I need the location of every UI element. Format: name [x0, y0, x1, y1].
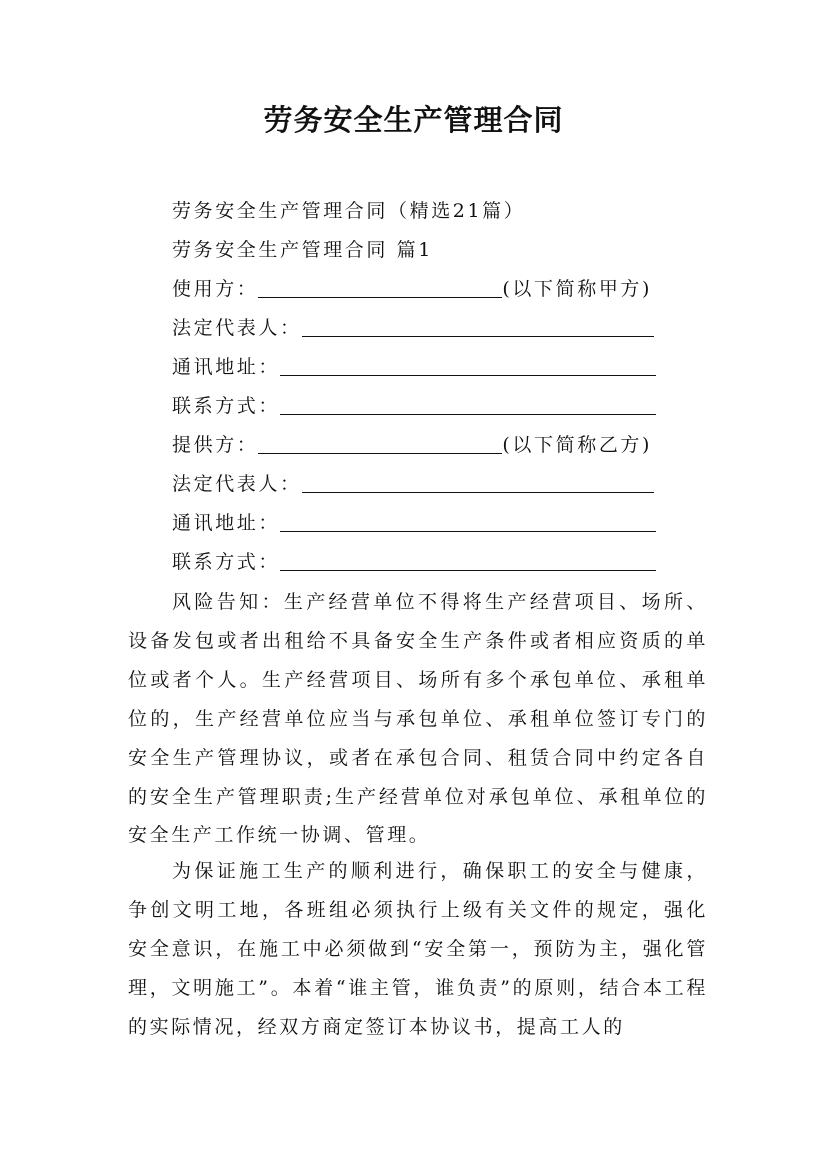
- party-b-contact-row: [172, 549, 656, 575]
- party-a-contact-label: 联系方式：: [172, 395, 281, 417]
- party-a-legal-rep-row: [172, 315, 654, 341]
- party-a-contact-blank: [280, 394, 656, 415]
- party-a-address-row: [172, 354, 656, 380]
- party-b-provider-row: [172, 432, 652, 458]
- party-b-address-label: 通讯地址：: [172, 512, 281, 534]
- party-a-legal-rep-label: 法定代表人：: [172, 317, 302, 339]
- party-b-provider-suffix: (以下简称乙方): [502, 434, 653, 456]
- party-b-provider-label: 提供方：: [172, 434, 259, 456]
- party-a-legal-rep-blank: [302, 316, 654, 337]
- party-a-contact-row: [172, 393, 656, 419]
- section-heading: 劳务安全生产管理合同 篇1: [172, 239, 433, 261]
- party-b-legal-rep-blank: [302, 472, 654, 493]
- party-a-user-suffix: (以下简称甲方): [502, 278, 653, 300]
- party-a-address-label: 通讯地址：: [172, 356, 281, 378]
- party-a-user-blank: [258, 277, 502, 298]
- party-b-address-row: [172, 510, 656, 536]
- party-a-user-label: 使用方：: [172, 278, 259, 300]
- party-a-address-blank: [280, 355, 656, 376]
- party-b-legal-rep-row: [172, 471, 654, 497]
- risk-notice-paragraph: 风险告知：生产经营单位不得将生产经营项目、场所、设备发包或者出租给不具备安全生产条件或者相应资质的单位或者个人。生产经营项目、场所有多个承包单位、承租单位的，生产经营单位应当与承包单位、承租单位签订专门的安全生产管理协议，或者在承包合同、租赁合同中约定各自的安全生产管理职责;生产经营单位对承包单位、承租单位的安全生产工作统一协调、管理。: [128, 591, 708, 847]
- party-a-user-row: [172, 276, 652, 302]
- document-title: 劳务安全生产管理合同: [263, 103, 564, 137]
- purpose-paragraph: 为保证施工生产的顺利进行，确保职工的安全与健康，争创文明工地，各班组必须执行上级有关文件的规定，强化安全意识，在施工中必须做到“安全第一，预防为主，强化管理，文明施工”。本着“谁主管，谁负责”的原则，结合本工程的实际情况，经双方商定签订本协议书，提高工人的: [128, 860, 708, 1038]
- party-b-contact-label: 联系方式：: [172, 551, 281, 573]
- party-b-contact-blank: [280, 550, 656, 571]
- party-b-address-blank: [280, 511, 656, 532]
- party-b-legal-rep-label: 法定代表人：: [172, 473, 302, 495]
- document-subtitle: 劳务安全生产管理合同（精选21篇）: [172, 200, 526, 222]
- party-b-provider-blank: [258, 433, 502, 454]
